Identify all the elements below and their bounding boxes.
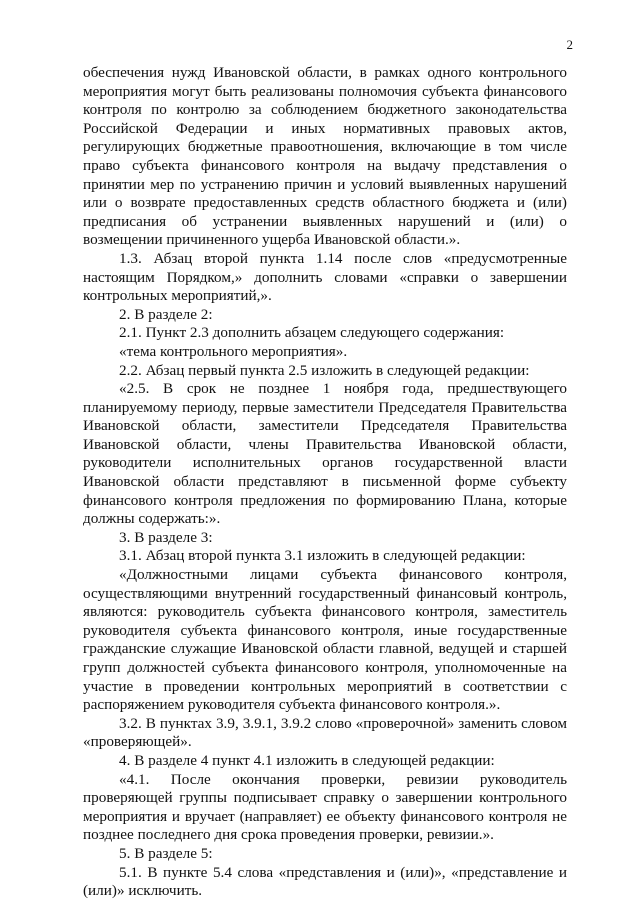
paragraph: 2.1. Пункт 2.3 дополнить абзацем следующего содержания:	[119, 324, 505, 342]
paragraph: 2. В разделе 2:	[119, 305, 213, 323]
paragraph: «4.1. После окончания проверки, ревизии руководитель проверяющей группы подписывает справку о завершении контрольного мероприятия и вручает (направляет) ее объекту финансового контроля не позднее последнего дня срока проведения проверки, ревизии.».	[83, 770, 567, 844]
paragraph: 5. В разделе 5:	[119, 844, 213, 862]
paragraph: обеспечения нужд Ивановской области, в рамках одного контрольного мероприятия могут быть реализованы полномочия субъекта финансового контроля по контролю за соблюдением бюджетного законодательства Российской Федерации и иных нормативных правовых актов, регулирующих бюджетные правоотношения, включающие в том числе право субъекта финансового контроля на выдачу представления о принятии мер по устранению причин и условий выявленных нарушений или о возврате предоставленных средств областного бюджета и (или) предписания об устранении выявленных нарушений и (или) о возмещении причиненного ущерба Ивановской области.».	[83, 64, 567, 249]
page-number: 2	[566, 37, 573, 52]
paragraph: «Должностными лицами субъекта финансового контроля, осуществляющими внутренний государственный финансовый контроль, являются: руководитель субъекта финансового контроля, заместитель руководителя субъекта финансового контроля, иные государственные гражданские служащие Ивановской области главной, ведущей и старшей групп должностей субъекта финансового контроля, уполномоченные на участие в проведении контрольных мероприятий в соответствии с распоряжением руководителя субъекта финансового контроля.».	[83, 566, 567, 714]
document-body	[83, 64, 567, 901]
paragraph: 1.3. Абзац второй пункта 1.14 после слов «предусмотренные настоящим Порядком,» дополнить словами «справки о завершении контрольных мероприятий,».	[83, 249, 567, 305]
paragraph: «тема контрольного мероприятия».	[119, 342, 348, 360]
paragraph: 4. В разделе 4 пункт 4.1 изложить в следующей редакции:	[119, 751, 495, 769]
paragraph: 3.1. Абзац второй пункта 3.1 изложить в следующей редакции:	[119, 547, 526, 565]
paragraph: 5.1. В пункте 5.4 слова «представления и (или)», «представление и (или)» исключить.	[83, 863, 567, 900]
paragraph: 2.2. Абзац первый пункта 2.5 изложить в следующей редакции:	[119, 361, 530, 379]
paragraph: 3.2. В пунктах 3.9, 3.9.1, 3.9.2 слово «проверочной» заменить словом «проверяющей».	[83, 714, 567, 751]
paragraph: 3. В разделе 3:	[119, 528, 213, 546]
paragraph: «2.5. В срок не позднее 1 ноября года, предшествующего планируемому периоду, первые заместители Председателя Правительства Ивановской области, заместители Председателя Правительства Ивановской области, члены Правительства Ивановской области, руководители исполнительных органов государственной власти Ивановской области представляют в письменной форме субъекту финансового контроля предложения по формированию Плана, которые должны содержать:».	[83, 380, 567, 528]
